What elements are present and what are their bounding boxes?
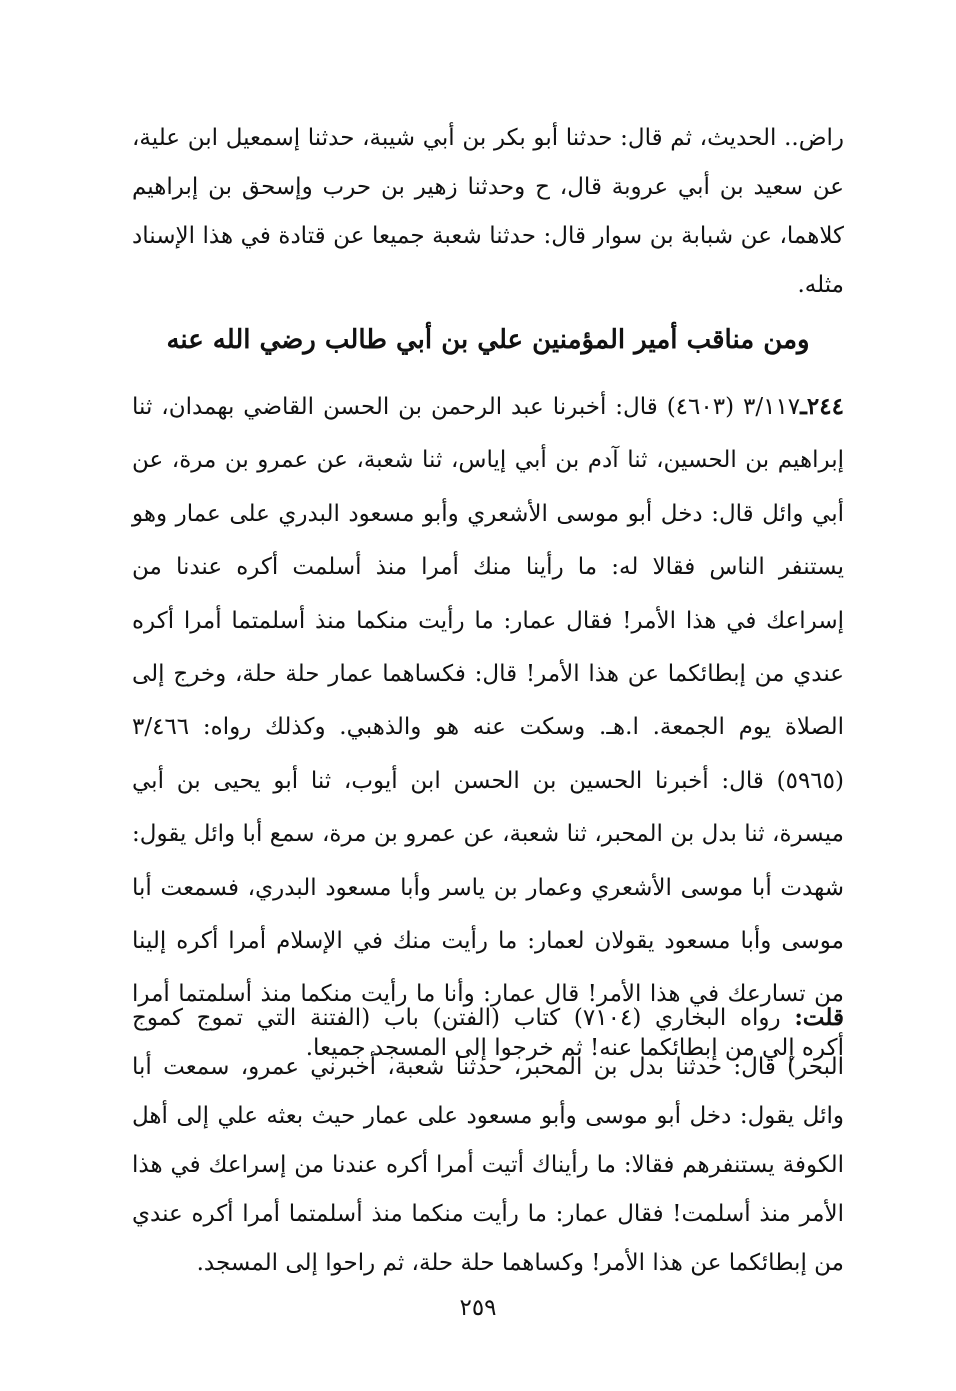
hadith-text: ٣/١١٧ (٤٦٠٣) قال: أخبرنا عبد الرحمن بن الحسن القاضي بهمدان، ثنا إبراهيم بن الحسين، ثنا آدم بن أبي إياس، ثنا شعبة، عن عمرو بن مرة، عن أبي وائل قال: دخل أبو موسى الأشعري وأبو مسعود البدري على عمار وهو يستنفر الناس فقالا له: ما رأينا منك أمرا منذ أسلمت أكره عندنا من إسراعك في هذا الأمر! فقال عمار: ما رأيت منكما منذ أسلمتما أمرا أكره عندي من إبطائكما عن هذا الأمر! قال: فكساهما عمار حلة حلة، وخرج إلى الصلاة يوم الجمعة. ا.هـ. وسكت عنه هو والذهبي. وكذلك رواه: ٣/٤٦٦ (٥٩٦٥) قال: أخبرنا الحسين بن الحسن ابن أيوب، ثنا أبو يحيى بن أبي ميسرة، ثنا بدل بن المحبر، ثنا شعبة، عن عمرو بن مرة، سمع أبا وائل يقول: شهدت أبا موسى الأشعري وعمار بن ياسر وأبا مسعود البدري، فسمعت أبا موسى وأبا مسعود يقولان لعمار: ما رأيت منك في الإسلام أمرا أكره إلينا من تسارعك في هذا الأمر! قال عمار: وأنا ما رأيت منكما منذ أسلمتما أمرا أكره إلي من إبطائكما عنه! ثم خرجوا إلى المسجد جميعا. bbox=[132, 394, 844, 1061]
hadith-paragraph bbox=[132, 380, 844, 1075]
continuation-paragraph: راض.. الحديث، ثم قال: حدثنا أبو بكر بن أبي شيبة، حدثنا إسمعيل ابن علية، عن سعيد بن أبي عروبة قال، ح وحدثنا زهير بن حرب وإسحق بن إبراهيم كلاهما، عن شبابة بن سوار قال: حدثنا شعبة جميعا عن قتادة في هذا الإسناد مثله. bbox=[132, 125, 844, 298]
commentary-lead: قلت: bbox=[794, 1004, 844, 1031]
hadith-number: ٢٤٤ـ bbox=[800, 393, 844, 420]
commentary-paragraph bbox=[132, 993, 844, 1288]
commentary-text: رواه البخاري (٧١٠٤) كتاب (الفتن) باب (الفتنة التي تموج كموج البحر) قال: حدثنا بدل بن المحبر، حدثنا شعبة، أخبرني عمرو، سمعت أبا وائل يقول: دخل أبو موسى وأبو مسعود على عمار حيث بعثه علي إلى أهل الكوفة يستنفرهم فقالا: ما رأيناك أتيت أمرا أكره عندنا من إسراعك في هذا الأمر منذ أسلمت! فقال عمار: ما رأيت منكما منذ أسلمتما أمرا أكره عندي من إبطائكما عن هذا الأمر! وكساهما حلة حلة، ثم راحوا إلى المسجد. bbox=[132, 1005, 844, 1276]
section-heading: ومن مناقب أمير المؤمنين علي بن أبي طالب رضي الله عنه bbox=[166, 325, 810, 355]
page-number: ٢٥٩ bbox=[459, 1295, 497, 1321]
